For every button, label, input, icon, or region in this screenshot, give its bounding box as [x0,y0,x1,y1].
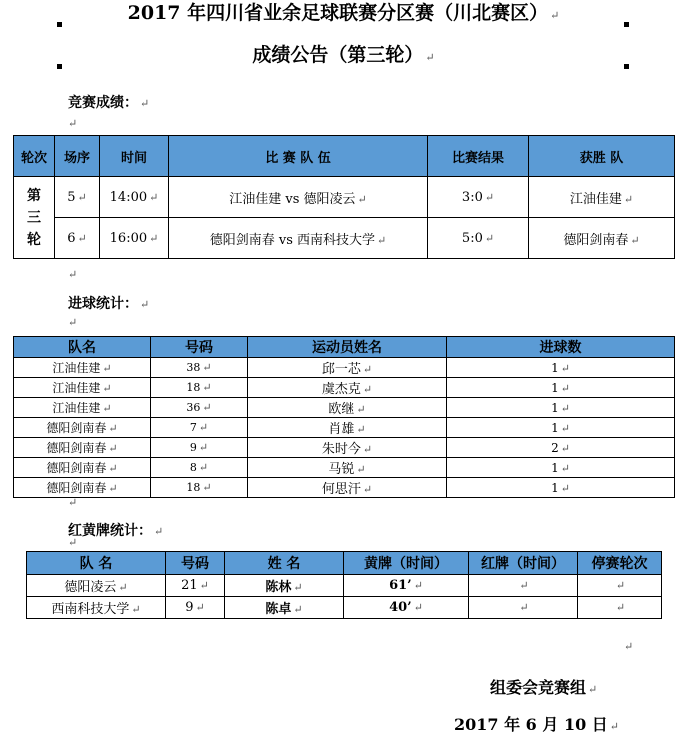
score-cell: 5:0 ↵ [428,218,529,259]
results-header-cell: 场序 [55,136,100,177]
team-cell: 德阳凌云 ↵ [27,575,166,597]
player-cell: 肖雄 ↵ [248,418,447,438]
winner-cell: 德阳剑南春 ↵ [529,218,675,259]
goals-cell: 1 ↵ [447,378,675,398]
cards-table [26,551,662,619]
number-cell: 8 ↵ [151,458,248,478]
goals-header-cell: 进球数 [447,337,675,358]
winner-cell: 江油佳建 ↵ [529,177,675,218]
number-cell: 21 ↵ [166,575,225,597]
score-cell: 3:0 ↵ [428,177,529,218]
team-cell: 德阳剑南春 ↵ [14,458,151,478]
player-cell: 朱时今 ↵ [248,438,447,458]
time-cell: 16:00 ↵ [100,218,169,259]
table-row [14,177,675,218]
table-row [27,575,662,597]
table-row [14,378,675,398]
paragraph-mark: ↵ [624,640,634,653]
organizer-signature: 组委会竞赛组 ↵ [490,678,598,697]
cards-header-cell: 停赛轮次 [578,552,662,575]
team-cell: 江油佳建 ↵ [14,358,151,378]
paragraph-mark: ↵ [68,117,78,130]
paragraph-mark: ↵ [68,268,78,281]
table-row [14,358,675,378]
paragraph-mark: ↵ [68,536,78,549]
issue-date: 2017 年 6 月 10 日 ↵ [454,715,620,734]
cards-header-cell: 号码 [166,552,225,575]
cards-header-cell: 队 名 [27,552,166,575]
yellow-card-cell: 61’ ↵ [344,575,469,597]
team-cell: 江油佳建 ↵ [14,398,151,418]
results-header-cell: 时间 [100,136,169,177]
team-cell: 德阳剑南春 ↵ [14,418,151,438]
cards-header-row [27,552,662,575]
team-cell: 德阳剑南春 ↵ [14,438,151,458]
player-cell: 虞杰克 ↵ [248,378,447,398]
results-header-row [14,136,675,177]
cards-label: 红黄牌统计： ↵ [68,523,164,539]
document-title: 2017 年四川省业余足球联赛分区赛（川北赛区） ↵ [127,2,560,24]
goals-header-cell: 队名 [14,337,151,358]
document-subtitle: 成绩公告（第三轮） ↵ [252,44,435,66]
number-cell: 38 ↵ [151,358,248,378]
team-cell: 西南科技大学 ↵ [27,597,166,619]
goals-header-row [14,337,675,358]
table-row [14,478,675,498]
paragraph-mark: ↵ [68,496,78,509]
number-cell: 7 ↵ [151,418,248,438]
table-row [14,398,675,418]
results-label: 竞赛成绩： ↵ [68,95,150,111]
seq-cell: 6 ↵ [55,218,100,259]
goals-header-cell: 运动员姓名 [248,337,447,358]
table-row [14,458,675,478]
suspension-cell: ↵ [578,575,662,597]
player-cell: 何思汗 ↵ [248,478,447,498]
results-header-cell: 获胜 队 [529,136,675,177]
results-header-cell: 比赛结果 [428,136,529,177]
goals-cell: 1 ↵ [447,418,675,438]
seq-cell: 5 ↵ [55,177,100,218]
goals-cell: 1 ↵ [447,478,675,498]
results-header-cell: 比 赛 队 伍 [169,136,428,177]
player-cell: 陈林 ↵ [225,575,344,597]
goals-cell: 1 ↵ [447,358,675,378]
time-cell: 14:00 ↵ [100,177,169,218]
goals-table [13,336,675,498]
cards-header-cell: 姓 名 [225,552,344,575]
match-cell: 江油佳建 vs 德阳凌云 ↵ [169,177,428,218]
cards-header-cell: 黄牌（时间） [344,552,469,575]
table-row [27,597,662,619]
team-cell: 德阳剑南春 ↵ [14,478,151,498]
goals-cell: 1 ↵ [447,458,675,478]
player-cell: 欧继 ↵ [248,398,447,418]
player-cell: 邱一芯 ↵ [248,358,447,378]
goals-label: 进球统计： ↵ [68,296,150,312]
cards-header-cell: 红牌（时间） [469,552,578,575]
suspension-cell: ↵ [578,597,662,619]
player-cell: 马锐 ↵ [248,458,447,478]
team-cell: 江油佳建 ↵ [14,378,151,398]
match-cell: 德阳剑南春 vs 西南科技大学 ↵ [169,218,428,259]
number-cell: 18 ↵ [151,478,248,498]
goals-cell: 2 ↵ [447,438,675,458]
round-cell: 第三轮 [14,177,55,259]
number-cell: 36 ↵ [151,398,248,418]
results-table [13,135,675,259]
results-header-cell: 轮次 [14,136,55,177]
player-cell: 陈卓 ↵ [225,597,344,619]
table-row [14,218,675,259]
table-row [14,418,675,438]
number-cell: 9 ↵ [166,597,225,619]
number-cell: 9 ↵ [151,438,248,458]
number-cell: 18 ↵ [151,378,248,398]
red-card-cell: ↵ [469,575,578,597]
yellow-card-cell: 40’ ↵ [344,597,469,619]
red-card-cell: ↵ [469,597,578,619]
paragraph-mark: ↵ [68,316,78,329]
goals-header-cell: 号码 [151,337,248,358]
table-row [14,438,675,458]
goals-cell: 1 ↵ [447,398,675,418]
